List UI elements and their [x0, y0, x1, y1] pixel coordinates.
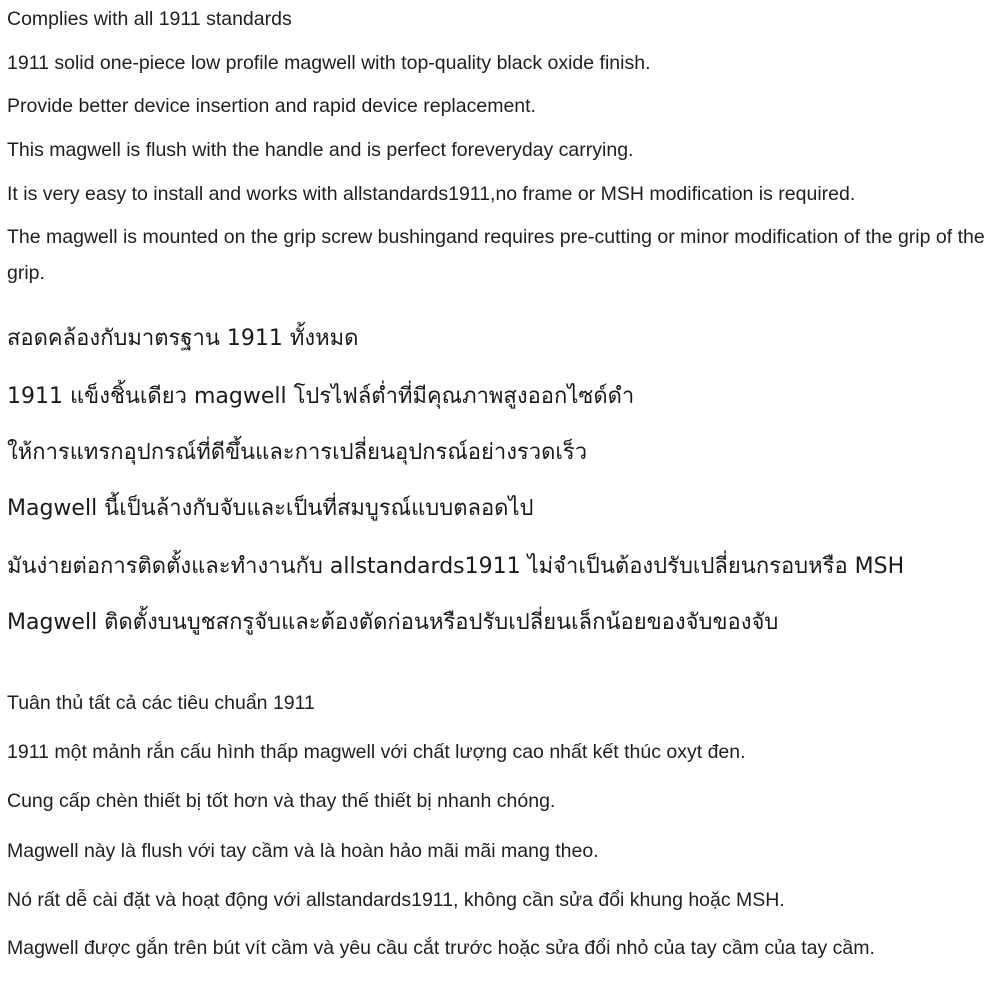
- vietnamese-line-flush: Magwell này là flush với tay cầm và là hoàn hảo mãi mãi mang theo.: [7, 840, 599, 862]
- vietnamese-line-insertion: Cung cấp chèn thiết bị tốt hơn và thay thế thiết bị nhanh chóng.: [7, 790, 556, 812]
- english-line-finish: 1911 solid one-piece low profile magwell with top-quality black oxide finish.: [7, 52, 651, 74]
- product-description-document: [7, 0, 997, 1000]
- thai-line-insertion: ให้การแทรกอุปกรณ์ที่ดีขึ้นและการเปลี่ยนอุปกรณ์อย่างรวดเร็ว: [7, 440, 588, 465]
- english-line-flush: This magwell is flush with the handle and is perfect foreveryday carrying.: [7, 139, 634, 161]
- vietnamese-line-standards: Tuân thủ tất cả các tiêu chuẩn 1911: [7, 692, 315, 714]
- thai-line-mounting: Magwell ติดตั้งบนบูชสกรูจับและต้องตัดก่อนหรือปรับเปลี่ยนเล็กน้อยของจับของจับ: [7, 610, 779, 635]
- vietnamese-line-finish: 1911 một mảnh rắn cấu hình thấp magwell với chất lượng cao nhất kết thúc oxyt đen.: [7, 741, 746, 763]
- english-line-mounting: The magwell is mounted on the grip screw bushingand requires pre-cutting or minor modification of the grip of the grip.: [7, 226, 985, 284]
- english-line-insertion: Provide better device insertion and rapid device replacement.: [7, 95, 536, 117]
- thai-line-standards: สอดคล้องกับมาตรฐาน 1911 ทั้งหมด: [7, 326, 359, 351]
- english-line-standards: Complies with all 1911 standards: [7, 8, 292, 30]
- vietnamese-line-install: Nó rất dễ cài đặt và hoạt động với allstandards1911, không cần sửa đổi khung hoặc MSH.: [7, 889, 785, 911]
- english-line-install: It is very easy to install and works with allstandards1911,no frame or MSH modification is required.: [7, 183, 856, 205]
- thai-line-finish: 1911 แข็งชิ้นเดียว magwell โปรไฟล์ต่ำที่มีคุณภาพสูงออกไซด์ดำ: [7, 384, 635, 409]
- thai-line-install: มันง่ายต่อการติดตั้งและทำงานกับ allstandards1911 ไม่จำเป็นต้องปรับเปลี่ยนกรอบหรือ MSH: [7, 554, 905, 579]
- thai-line-flush: Magwell นี้เป็นล้างกับจับและเป็นที่สมบูรณ์แบบตลอดไป: [7, 496, 534, 521]
- vietnamese-line-mounting: Magwell được gắn trên bút vít cầm và yêu cầu cắt trước hoặc sửa đổi nhỏ của tay cầm của tay cầm.: [7, 937, 875, 959]
